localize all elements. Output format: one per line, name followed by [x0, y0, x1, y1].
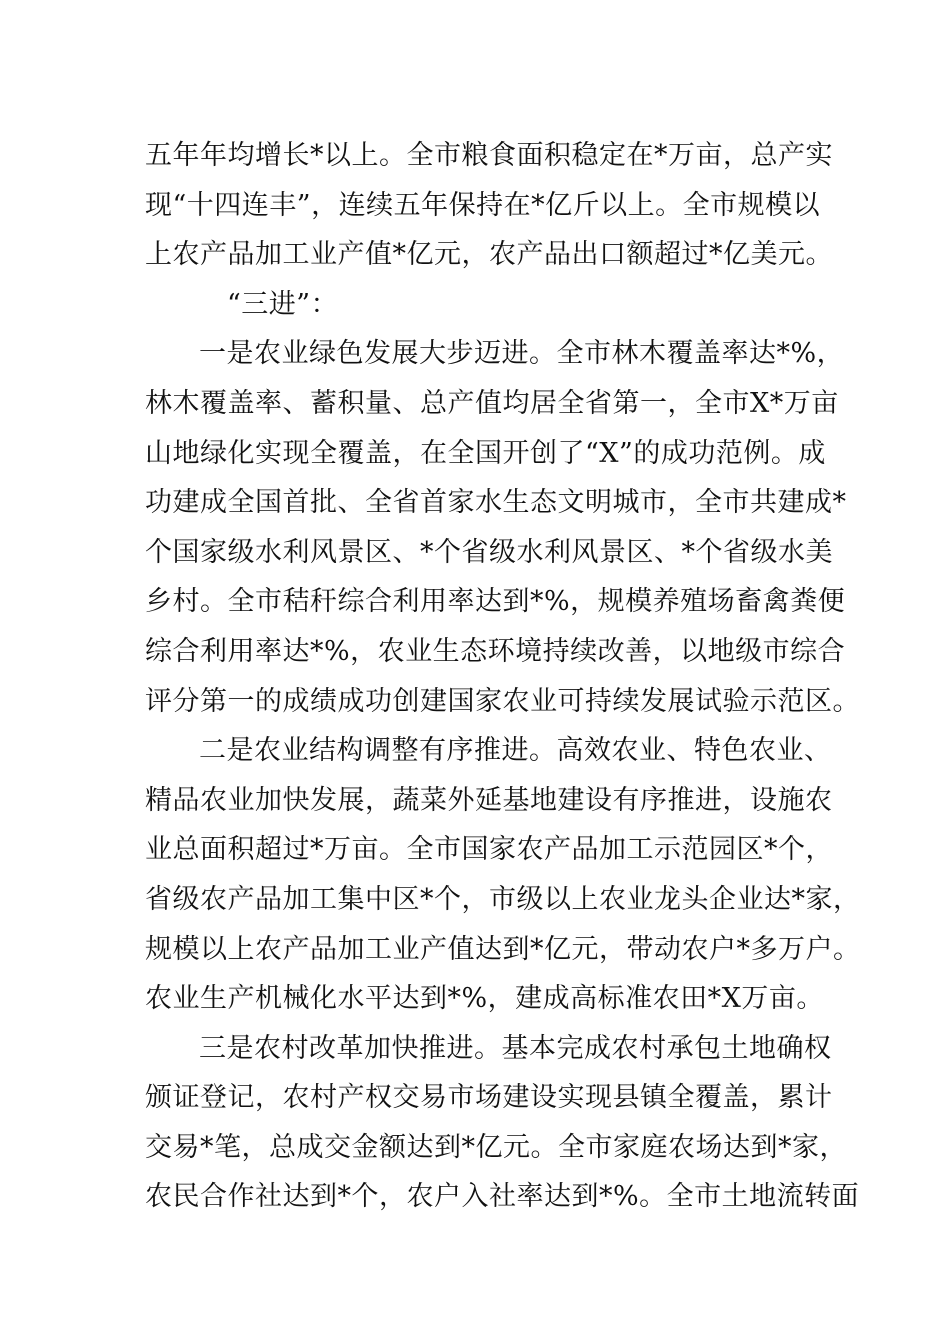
text-line: 农民合作社达到*个，农户入社率达到*%。全市土地流转面 — [145, 1181, 860, 1213]
text-line: 农业生产机械化水平达到*%，建成高标准农田*X万亩。 — [145, 983, 824, 1015]
text-line: 上农产品加工业产值*亿元，农产品出口额超过*亿美元。 — [145, 239, 833, 271]
paragraph-first-line: 二是农业结构调整有序推进。高效农业、特色农业、 — [199, 735, 832, 767]
text-line: 现“十四连丰”，连续五年保持在*亿斤以上。全市规模以 — [145, 189, 821, 221]
text-line: 功建成全国首批、全省首家水生态文明城市，全市共建成* — [145, 487, 847, 519]
text-line: 综合利用率达*%，农业生态环境持续改善，以地级市综合 — [145, 635, 846, 667]
text-line: 颁证登记，农村产权交易市场建设实现县镇全覆盖，累计 — [145, 1082, 833, 1114]
text-line: 个国家级水利风景区、*个省级水利风景区、*个省级水美 — [145, 536, 833, 568]
paragraph-first-line: 一是农业绿色发展大步迈进。全市林木覆盖率达*%， — [199, 338, 845, 370]
text-line: 规模以上农产品加工业产值达到*亿元，带动农户*多万户。 — [145, 933, 861, 965]
text-line: 交易*笔，总成交金额达到*亿元。全市家庭农场达到*家， — [145, 1131, 847, 1163]
text-line: 林木覆盖率、蓄积量、总产值均居全省第一，全市X*万亩 — [145, 387, 839, 419]
text-line: 乡村。全市秸秆综合利用率达到*%，规模养殖场畜禽粪便 — [145, 586, 846, 618]
section-heading: “三进”： — [227, 288, 339, 320]
document-body — [145, 131, 861, 1222]
text-line: 评分第一的成绩成功创建国家农业可持续发展试验示范区。 — [145, 685, 860, 717]
text-line: 精品农业加快发展，蔬菜外延基地建设有序推进，设施农 — [145, 784, 833, 816]
text-line: 省级农产品加工集中区*个，市级以上农业龙头企业达*家， — [145, 883, 861, 915]
text-line: 业总面积超过*万亩。全市国家农产品加工示范园区*个， — [145, 834, 833, 866]
text-line: 山地绿化实现全覆盖，在全国开创了“X”的成功范例。成 — [145, 437, 826, 469]
paragraph-first-line: 三是农村改革加快推进。基本完成农村承包土地确权 — [199, 1032, 832, 1064]
text-line: 五年年均增长*以上。全市粮食面积稳定在*万亩，总产实 — [145, 140, 833, 171]
